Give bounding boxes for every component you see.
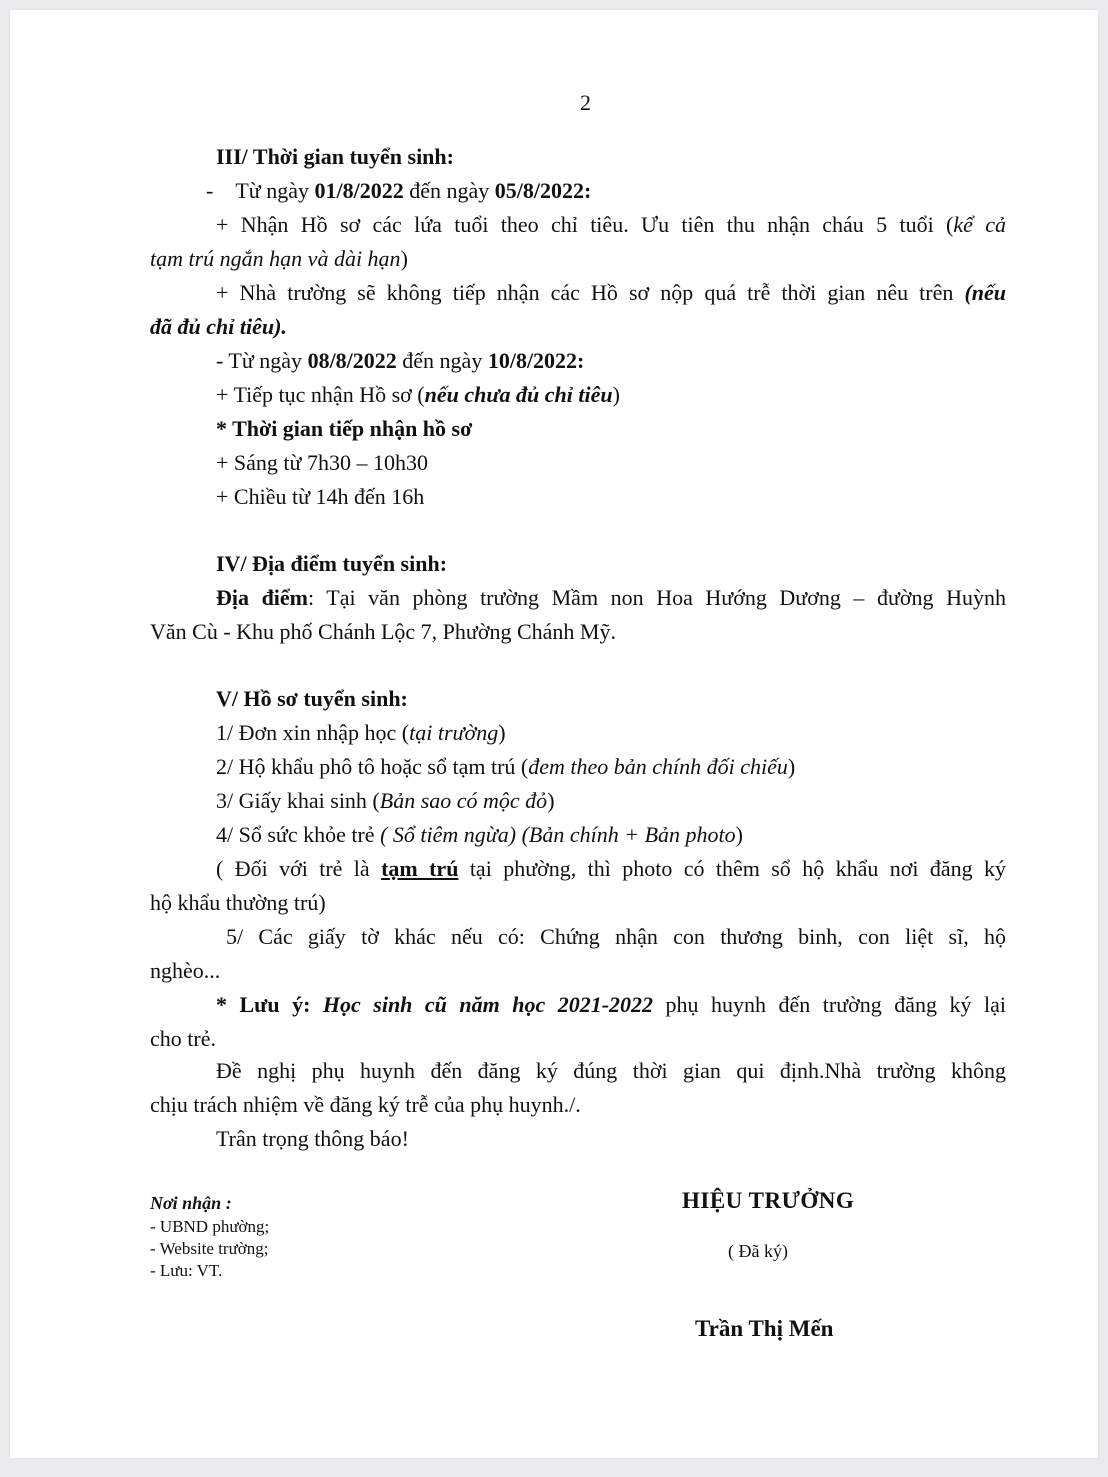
section-3-heading: III/ Thời gian tuyển sinh: <box>216 144 454 169</box>
doc-item-4: 4/ Sổ sức khỏe trẻ ( Sổ tiêm ngừa) (Bản chính + Bản photo) <box>216 822 743 847</box>
p3-line2: đã đủ chỉ tiêu). <box>150 314 287 339</box>
doc-item-2: 2/ Hộ khẩu phô tô hoặc sổ tạm trú (đem theo bản chính đối chiếu) <box>216 754 796 779</box>
period-2-line: - Từ ngày 08/8/2022 đến ngày 10/8/2022: <box>216 348 585 373</box>
bullet: - <box>206 178 214 203</box>
reception-time-heading: * Thời gian tiếp nhận hồ sơ <box>216 416 473 441</box>
doc-item-5-line1: 5/ Các giấy tờ khác nếu có: Chứng nhận con thương binh, con liệt sĩ, hộ <box>226 924 1006 949</box>
page-number: 2 <box>580 90 591 115</box>
recipient-item: - UBND phường; <box>150 1217 270 1236</box>
section-4-heading: IV/ Địa điểm tuyển sinh: <box>216 551 448 576</box>
principal-name: Trần Thị Mến <box>695 1316 834 1341</box>
principal-title: HIỆU TRƯỞNG <box>682 1188 855 1213</box>
period-1-line: - Từ ngày 01/8/2022 đến ngày 05/8/2022: <box>206 178 592 203</box>
p2-line1: + Nhận Hồ sơ các lứa tuổi theo chỉ tiêu. Ưu tiên thu nhận cháu 5 tuổi (kể cả <box>216 212 1006 237</box>
request-line1: Đề nghị phụ huynh đến đăng ký đúng thời gian qui định.Nhà trường không <box>216 1058 1006 1083</box>
signed-note: ( Đã ký) <box>728 1241 788 1261</box>
recipient-item: - Lưu: VT. <box>150 1261 223 1280</box>
temporary-residence-note-line2: hộ khẩu thường trú) <box>150 890 326 915</box>
note-line1: * Lưu ý: Học sinh cũ năm học 2021-2022 phụ huynh đến trường đăng ký lại <box>216 992 1007 1017</box>
afternoon-hours: + Chiều từ 14h đến 16h <box>216 484 425 509</box>
location-line1: Địa điểm: Tại văn phòng trường Mầm non Hoa Hướng Dương – đường Huỳnh <box>216 585 1006 610</box>
document-page <box>10 10 1098 1458</box>
temporary-residence-note-line1: ( Đối với trẻ là tạm trú tại phường, thì photo có thêm sổ hộ khẩu nơi đăng ký <box>216 856 1006 881</box>
doc-item-3: 3/ Giấy khai sinh (Bản sao có mộc đỏ) <box>216 788 555 813</box>
p2-line2: tạm trú ngắn hạn và dài hạn) <box>150 246 408 271</box>
closing-line: Trân trọng thông báo! <box>216 1126 409 1151</box>
p3-line1: + Nhà trường sẽ không tiếp nhận các Hồ sơ nộp quá trễ thời gian nêu trên (nếu <box>216 280 1006 305</box>
recipient-item: - Website trường; <box>150 1239 269 1258</box>
p5-line: + Tiếp tục nhận Hồ sơ (nếu chưa đủ chỉ tiêu) <box>216 382 620 407</box>
doc-item-1: 1/ Đơn xin nhập học (tại trường) <box>216 720 506 745</box>
recipients-label: Nơi nhận : <box>150 1193 232 1213</box>
location-line2: Văn Cù - Khu phố Chánh Lộc 7, Phường Chánh Mỹ. <box>150 619 616 644</box>
doc-item-5-line2: nghèo... <box>150 958 221 983</box>
section-5-heading: V/ Hồ sơ tuyển sinh: <box>216 686 408 711</box>
morning-hours: + Sáng từ 7h30 – 10h30 <box>216 450 428 475</box>
request-line2: chịu trách nhiệm về đăng ký trễ của phụ huynh./. <box>150 1092 581 1117</box>
note-line2: cho trẻ. <box>150 1026 216 1051</box>
